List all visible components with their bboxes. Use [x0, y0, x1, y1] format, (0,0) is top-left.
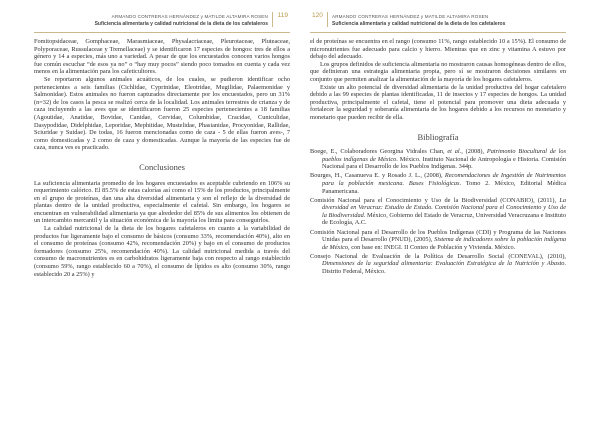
- section-title-bibliografia: Bibliografía: [417, 131, 459, 142]
- left-paragraph-3: La suficiencia alimentaria promedio de los hogares encuestados es aceptable cubriendo en 106% su requerimiento calórico. El 85.5% de estas calorías así como el 15% de los productos, principalmente en el grupo de proteínas, dan una alta diversidad alimentaria y son el reflejo de la diversidad de plantas dentro de la unidad productiva, especialmente el cafetal. Sin embargo, los hogares se encuentran en vulnerabilidad alimentaria ya que alrededor del 85% de sus alimentos los obtienen de un intercambio mercantil y la situación económica de la mayoría los limita para conseguirlos.: [34, 179, 290, 225]
- reference-entry: [310, 148, 566, 171]
- reference-text: Bourges, H., Casanueva E. y Rosado J. L., (2008),: [310, 172, 445, 180]
- left-page-header: [34, 10, 290, 33]
- reference-text: . México, Gobierno del Estado de Veracruz, Universidad Veracruzana e Instituto de Ecología, A.C.: [322, 211, 566, 227]
- right-body: [310, 38, 566, 276]
- reference-entry: [310, 172, 566, 195]
- left-header-author: ARMANDO CONTRERAS HERNÁNDEZ y MATILDE ALTAMIRA ROSEN: [111, 14, 268, 19]
- reference-text: . México. Instituto Nacional de Antropología e Historia. Comisión Nacional para el Desarrollo de los Pueblos Indígenas. 344p.: [322, 155, 566, 171]
- right-page: [300, 0, 600, 440]
- left-paragraph-2: Se reportaron algunos animales acuáticos, de los cuales, se pudieron identificar ocho pertenecientes a seis familias (Cichlidae, Cyprinidae, Eleotridae, Mugilidae, Palaemonidae y Salmonidae). Estos animales no fueron capturados directamente por los encuestados, pero un 31% (n=32) de los casos la pesca se realizó cerca de la localidad. Los animales terrestres de crianza y de caza incluyendo a las aves que se identificaron fueron 25 especies pertenecientes a 18 familias (Agoutidae, Anatidae, Bovidae, Canidae, Cervidae, Columbidae, Cracidae, Cuniculidae, Dasypodidae, Didelphidae, Leporidae, Mephitidae, Mustelidae, Phasianidae, Procyonidae, Rallidae, Sciuridae y Suidae). De todas, 16 fueron mencionadas como de caza - 5 de ellas fueron aves-, 7 como domesticadas y 2 como de caza y domesticadas. Aunque la mayoría de las especies fue de caza, nunca ves es practicado.: [34, 75, 290, 152]
- section-title-conclusiones: Conclusiones: [139, 161, 185, 172]
- left-paragraph-1: Fomitopsidaceae, Gomphaceae, Marasmiaceae, Physalacriaceae, Pleurotaceae, Pluteaceae, Polyporaceae, Russulaceae y Tremellaceae) y se identificaron 17 especies de hongos: tres de ellos a género y 14 a especies, más uno a variedad. A pesar de que los encuestados conocen varios hongos fue común escuchar “de esos ya no” o “hay muy pocos” siendo poco tomados en cuenta y cada vez menos en la alimentación para los cafeticultores.: [34, 38, 290, 76]
- reference-text: , (2008),: [461, 148, 487, 156]
- right-header-separator: [327, 12, 328, 27]
- right-header-title: Suficiencia alimentaria y calidad nutricional de la dieta de los cafetaleros: [332, 20, 506, 27]
- reference-text: . Tomo 2. México, Editorial Médica Panamericana.: [322, 180, 566, 195]
- reference-text: Consejo Nacional de Evaluación de la Política de Desarrollo Social (CONEVAL), (2010),: [310, 252, 566, 260]
- left-header-title: Suficiencia alimentaria y calidad nutricional de la dieta de los cafetaleros: [94, 20, 268, 27]
- reference-italic-title: Dimensiones de la seguridad alimentaria: Evaluación Estratégica de la Nutrición y Abasto: [322, 260, 565, 268]
- reference-italic-title: Patrimonio Biocultural de los pueblos indígenas de México: [322, 148, 567, 163]
- reference-italic-title: Recomendaciones de Ingestión de Nutrimentos para la población mexicana. Bases Fisiológicas: [322, 172, 566, 187]
- right-paragraph-3: Existe un alto potencial de diversidad alimentaria de la unidad productiva del hogar cafetalero debido a las 99 especies de plantas identificadas, 11 de insectos y 17 especies de hongos. La unidad productiva, principalmente el cafetal, tiene el potencial para promover una dieta adecuada y fortalecer la seguridad y soberanía alimentaria de los hogares debido a los recursos no monetario y monetario que pueden recibir de ella.: [310, 83, 566, 121]
- reference-text: Boege, E., Colaboradores Georgina Vidrales Chan,: [310, 148, 448, 156]
- reference-text: . Distrito Federal, México.: [322, 260, 566, 276]
- right-page-header: [310, 10, 566, 33]
- left-header-separator: [272, 12, 273, 27]
- left-page-number: 119: [277, 12, 288, 19]
- right-header-author: ARMANDO CONTRERAS HERNÁNDEZ y MATILDE ALTAMIRA ROSEN: [332, 14, 489, 19]
- right-running-head: [332, 13, 505, 28]
- reference-etal: et al.: [447, 148, 462, 156]
- right-paragraph-2: Los grupos definidos de suficiencia alimentaria no mostraron causas homogéneas dentro de ellos, que definieran una estrategia alimentaria propia, pero sí se mostraron decisiones similares en conjunto que permiten analizar la alimentación de la mayoría de los hogares cafetaleros.: [310, 60, 566, 83]
- reference-text: Comisión Nacional para el Desarrollo de los Pueblos Indígenas (CDI) y Programa de las Naciones Unidas para el Desarrollo (PNUD), (2005),: [310, 228, 566, 244]
- left-body: [34, 38, 290, 278]
- left-paragraph-4: La calidad nutricional de la dieta de los hogares cafetaleros en cuanto a la variabilidad de productos fue ligeramente bajo el consumo de básicos (consumo 33%, recomendación 40%), alto en el consumo de proteínas (consumo 42%, recomendación 20%) y bajo en el consumo de productos formadores (consumo 25%, recomendación 40%). La calidad nutricional medida a través del consumo de macronutrientes es en carbohidratos ligeramente baja con respecto al rango establecido (consumo 59%, rango establecido 60 a 70%), el consumo de lípidos es alto (consumo 30%, rango establecido 20 a 25%) y: [34, 225, 290, 278]
- reference-italic-title: La diversidad en Veracruz: Estudio de Estado. Comisión Nacional para el Conocimiento y Uso de la Biodiversidad: [322, 196, 566, 219]
- right-paragraph-1: el de proteínas se encuentra en el rango (consumo 11%, rango establecido 10 a 15%). El consumo de micronutrientes fue adecuado para calcio y hierro. Mientras que en zinc y vitamina A estuvo por debajo del adecuado.: [310, 38, 566, 61]
- reference-entry: [310, 197, 566, 227]
- reference-entry: [310, 229, 566, 252]
- right-page-number: 120: [312, 12, 323, 19]
- reference-entry: [310, 253, 566, 276]
- left-running-head: [95, 13, 268, 28]
- reference-text: Comisión Nacional para el Conocimiento y Uso de la Biodiversidad (CONABIO), (2011),: [310, 196, 560, 204]
- reference-italic-title: Sistema de indicadores sobre la población indígena de México: [322, 236, 566, 251]
- reference-text: , con base en: INEGI. II Conteo de Población y Vivienda. México.: [348, 243, 516, 251]
